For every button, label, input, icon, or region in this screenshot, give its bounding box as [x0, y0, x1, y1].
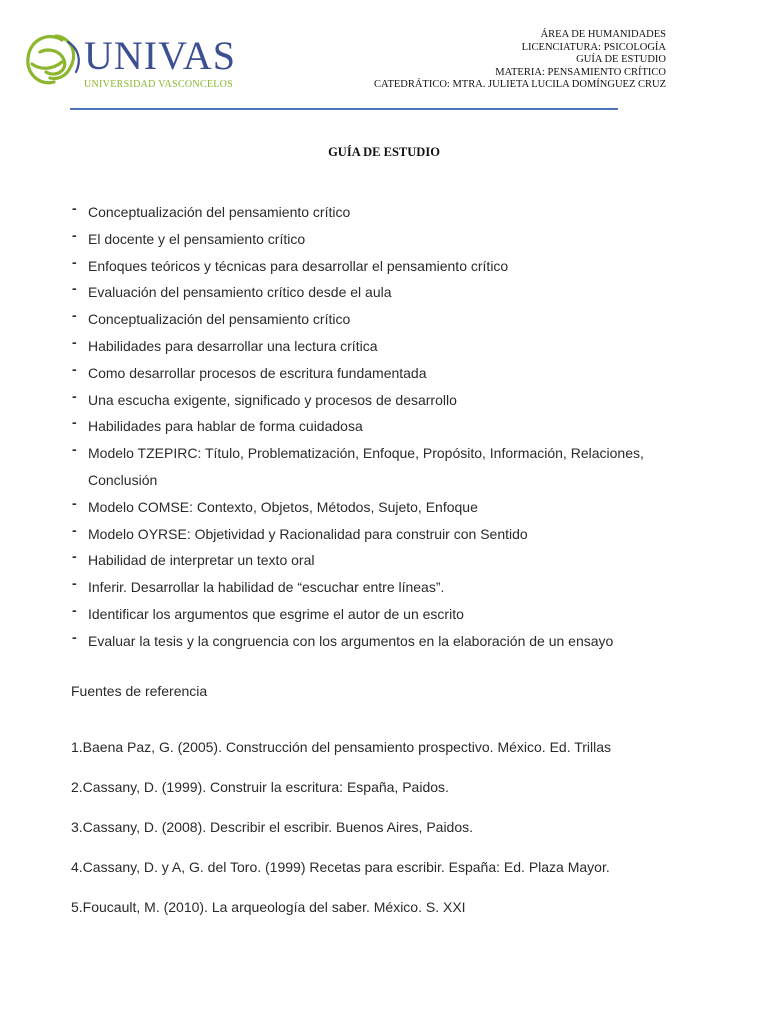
header-divider — [70, 108, 618, 110]
topic-text: Habilidades para desarrollar una lectura crítica — [88, 337, 378, 354]
list-item — [72, 521, 712, 548]
list-item — [72, 279, 712, 306]
topics-list — [72, 199, 712, 655]
list-item — [72, 253, 712, 280]
topic-text: Identificar los argumentos que esgrime el autor de un escrito — [88, 605, 464, 622]
bullet-dash: - — [72, 226, 77, 243]
list-item — [72, 574, 712, 601]
list-item — [72, 601, 712, 628]
topic-text: Modelo COMSE: Contexto, Objetos, Métodos, Sujeto, Enfoque — [88, 498, 478, 515]
bullet-dash: - — [72, 628, 77, 645]
topic-text: Inferir. Desarrollar la habilidad de “escuchar entre líneas”. — [88, 579, 445, 596]
reference-item: 3.Cassany, D. (2008). Describir el escribir. Buenos Aires, Paidos. — [71, 819, 474, 835]
list-item — [72, 226, 712, 253]
univas-emblem-icon — [22, 30, 84, 92]
topic-text: Habilidad de interpretar un texto oral — [88, 552, 315, 569]
bullet-dash: - — [72, 307, 77, 324]
topic-text: Habilidades para hablar de forma cuidadosa — [88, 418, 363, 435]
bullet-dash: - — [72, 200, 77, 216]
bullet-dash: - — [72, 360, 77, 377]
bullet-dash: - — [72, 414, 77, 431]
list-item — [72, 547, 712, 574]
topic-text: Modelo OYRSE: Objetividad y Racionalidad para construir con Sentido — [88, 525, 528, 542]
header-guide-line: GUÍA DE ESTUDIO — [576, 54, 666, 65]
logo-subtitle: UNIVERSIDAD VASCONCELOS — [84, 79, 234, 90]
reference-item: 2.Cassany, D. (1999). Construir la escritura: España, Paidos. — [71, 779, 449, 795]
list-item — [72, 199, 712, 226]
topic-text: Conceptualización del pensamiento crítico — [88, 204, 351, 220]
document-title: GUÍA DE ESTUDIO — [328, 145, 440, 159]
bullet-dash: - — [72, 575, 77, 592]
header-subject-line: MATERIA: PENSAMIENTO CRÍTICO — [495, 66, 666, 78]
reference-item: 5.Foucault, M. (2010). La arqueología del saber. México. S. XXI — [71, 899, 466, 915]
list-item — [72, 413, 712, 440]
bullet-dash: - — [72, 253, 77, 270]
topic-text: Evaluar la tesis y la congruencia con los argumentos en la elaboración de un ensayo — [88, 632, 614, 649]
list-item — [72, 387, 712, 414]
list-item — [72, 333, 712, 360]
reference-item: 4.Cassany, D. y A, G. del Toro. (1999) Recetas para escribir. España: Ed. Plaza Mayor. — [71, 859, 610, 875]
bullet-dash: - — [72, 441, 77, 458]
bullet-dash: - — [72, 333, 77, 350]
bullet-dash: - — [72, 601, 77, 618]
list-item — [72, 306, 712, 333]
univas-logo — [22, 30, 262, 92]
topic-text: Modelo TZEPIRC: Título, Problematización, Enfoque, Propósito, Información, Relaciones, Conclusión — [88, 445, 644, 488]
topic-text: Una escucha exigente, significado y procesos de desarrollo — [88, 391, 457, 408]
references-heading: Fuentes de referencia — [71, 683, 208, 699]
bullet-dash: - — [72, 387, 77, 404]
header-degree-line: LICENCIATURA: PSICOLOGÍA — [521, 41, 666, 53]
bullet-dash: - — [72, 494, 77, 511]
list-item — [72, 494, 712, 521]
topic-text: Conceptualización del pensamiento crítico — [88, 311, 351, 328]
topic-text: El docente y el pensamiento crítico — [88, 230, 306, 247]
header-teacher-line: CATEDRÁTICO: MTRA. JULIETA LUCILA DOMÍNGUEZ CRUZ — [374, 79, 666, 90]
reference-item: 1.Baena Paz, G. (2005). Construcción del pensamiento prospectivo. México. Ed. Trillas — [71, 739, 612, 755]
list-item — [72, 628, 712, 655]
topic-text: Como desarrollar procesos de escritura fundamentada — [88, 364, 427, 381]
topic-text: Evaluación del pensamiento crítico desde el aula — [88, 284, 392, 301]
header-info — [374, 29, 666, 92]
bullet-dash: - — [72, 521, 77, 538]
topic-text: Enfoques teóricos y técnicas para desarrollar el pensamiento crítico — [88, 257, 509, 274]
list-item — [72, 440, 712, 494]
bullet-dash: - — [72, 280, 77, 297]
header-area-line: ÁREA DE HUMANIDADES — [540, 29, 666, 40]
references-list — [71, 737, 721, 937]
list-item — [72, 360, 712, 387]
logo-wordmark: UNIVAS — [84, 33, 236, 78]
bullet-dash: - — [72, 548, 77, 565]
